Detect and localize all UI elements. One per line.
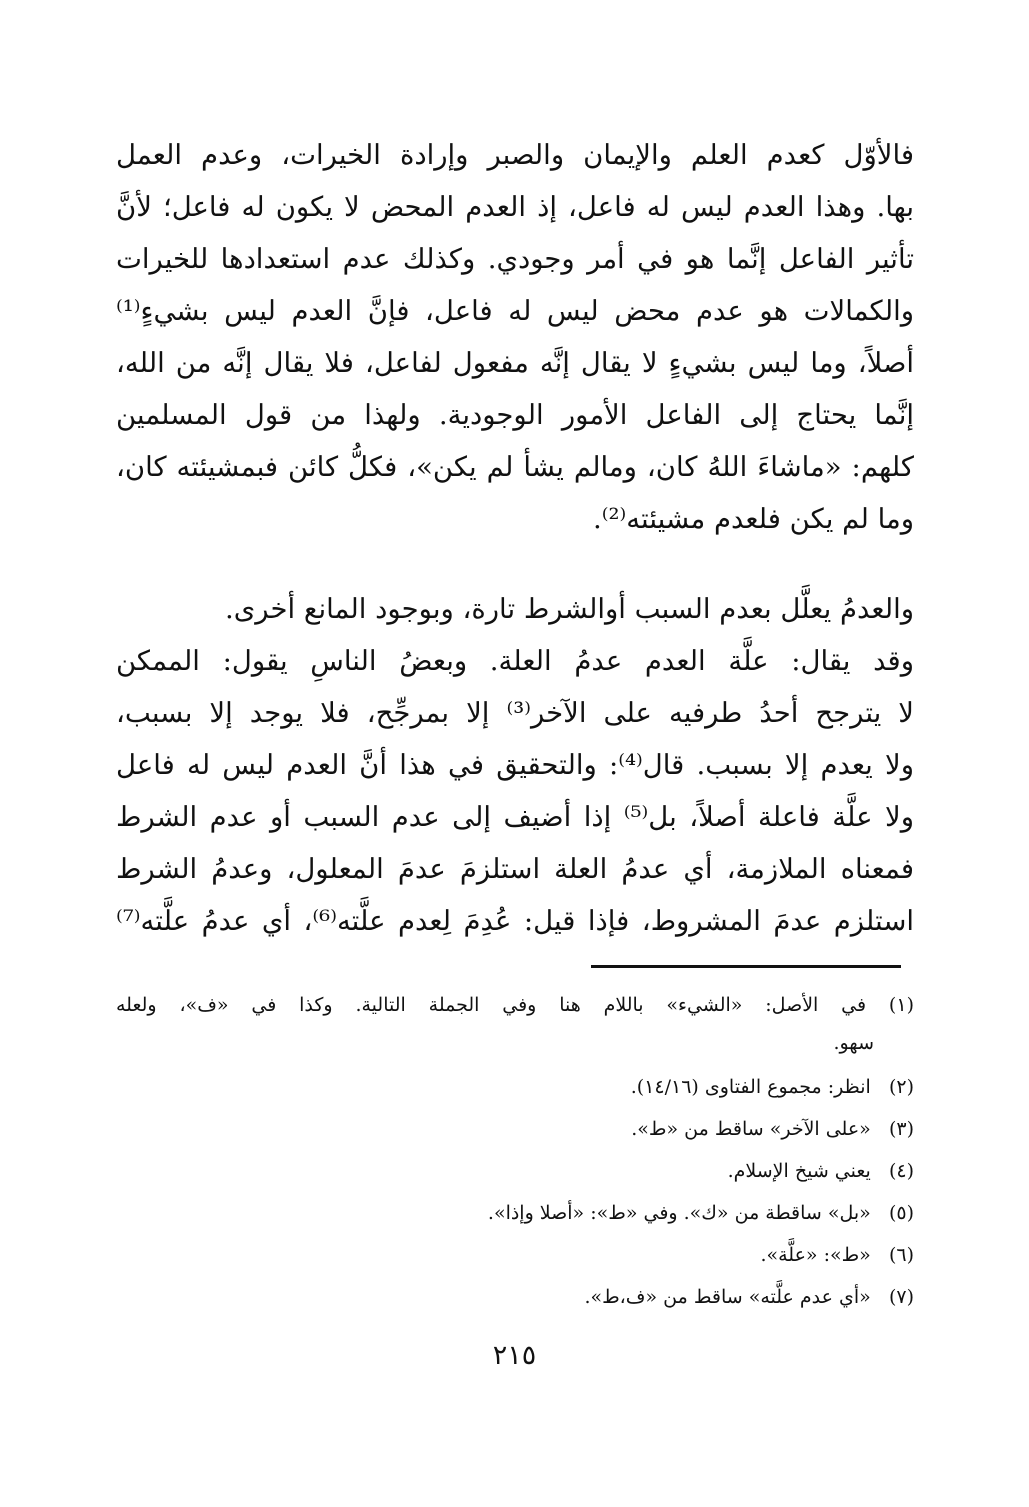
footnote-1-continuation: سهو. (833, 1032, 874, 1054)
paragraph-1-line: وما لم يكن فلعدم مشيئته⁽²⁾. (593, 503, 914, 535)
paragraph-1 (116, 128, 914, 568)
paragraph-1-line: والكمالات هو عدم محض ليس له فاعل، فإنَّ العدم ليس بشيءٍ⁽¹⁾ (116, 295, 914, 327)
footnotes (116, 985, 914, 1315)
paragraph-1-line: بها. وهذا العدم ليس له فاعل، إذ العدم المحض لا يكون له فاعل؛ لأنَّ (116, 191, 914, 223)
footnote-3 (631, 1109, 914, 1149)
paragraph-2-line: لا يترجح أحدُ طرفيه على الآخر⁽³⁾ إلا بمرجِّح، فلا يوجد إلا بسبب، (116, 697, 914, 729)
footnote-text: «ط»: «علَّة». (760, 1244, 871, 1266)
paragraph-2-line: ولا يعدم إلا بسبب. قال⁽⁴⁾: والتحقيق في هذا أنَّ العدم ليس له فاعل (116, 749, 914, 781)
page-number: ٢١٥ (492, 1340, 537, 1371)
paragraph-2-line: وقد يقال: علَّة العدم عدمُ العلة. وبعضُ الناسِ يقول: الممكن (116, 645, 914, 677)
paragraph-2-line: ولا علَّة فاعلة أصلاً، بل⁽⁵⁾ إذا أضيف إلى عدم السبب أو عدم الشرط (116, 801, 914, 833)
footnote-6 (760, 1235, 914, 1275)
paragraph-1-line: فالأوّل كعدم العلم والإيمان والصبر وإرادة الخيرات، وعدم العمل (116, 139, 914, 171)
paragraph-2-line: فمعناه الملازمة، أي عدمُ العلة استلزمَ عدمَ المعلول، وعدمُ الشرط (116, 853, 914, 885)
paragraph-1-line: أصلاً، وما ليس بشيءٍ لا يقال إنَّه مفعول لفاعل، فلا يقال إنَّه من الله، (116, 347, 914, 379)
footnote-text: انظر: مجموع الفتاوى (١٤/١٦). (630, 1076, 871, 1098)
paragraph-2-line: والعدمُ يعلَّل بعدم السبب أوالشرط تارة، وبوجود المانع أخرى. (225, 593, 914, 625)
footnote-number: (٤) (888, 1160, 914, 1182)
paragraph-1-line: إنَّما يحتاج إلى الفاعل الأمور الوجودية. ولهذا من قول المسلمين (116, 399, 914, 431)
footnote-5 (488, 1193, 914, 1233)
paragraph-1-line: كلهم: «ماشاءَ اللهُ كان، ومالم يشأ لم يكن»، فكلُّ كائن فبمشيئته كان، (116, 451, 914, 483)
footnote-number: (٢) (888, 1076, 914, 1098)
footnote-separator (591, 965, 901, 968)
footnote-text: «أي عدم علَّته» ساقط من «ف،ط». (584, 1286, 871, 1308)
footnote-number: (٥) (888, 1202, 914, 1224)
footnote-4 (728, 1151, 914, 1191)
paragraph-2-line: استلزم عدمَ المشروط، فإذا قيل: عُدِمَ لِعدم علَّته⁽⁶⁾، أي عدمُ علَّته⁽⁷⁾ (116, 905, 914, 937)
footnote-text: «بل» ساقطة من «ك». وفي «ط»: «أصلا وإذا». (487, 1202, 871, 1224)
footnote-text: يعني شيخ الإسلام. (727, 1160, 871, 1182)
paragraph-2 (116, 582, 914, 952)
footnote-text: في الأصل: «الشيء» باللام هنا وفي الجملة التالية. وكذا في «ف»، ولعله (116, 994, 867, 1016)
paragraph-1-line: تأثير الفاعل إنَّما هو في أمر وجودي. وكذلك عدم استعدادها للخيرات (116, 243, 914, 275)
footnote-number: (١) (888, 994, 914, 1016)
footnote-number: (٣) (888, 1118, 914, 1140)
footnote-7 (584, 1277, 914, 1317)
footnote-number: (٦) (888, 1244, 914, 1266)
footnote-number: (٧) (888, 1286, 914, 1308)
footnote-2 (631, 1067, 914, 1107)
footnote-1 (116, 985, 914, 1025)
footnote-text: «على الآخر» ساقط من «ط». (631, 1118, 871, 1140)
